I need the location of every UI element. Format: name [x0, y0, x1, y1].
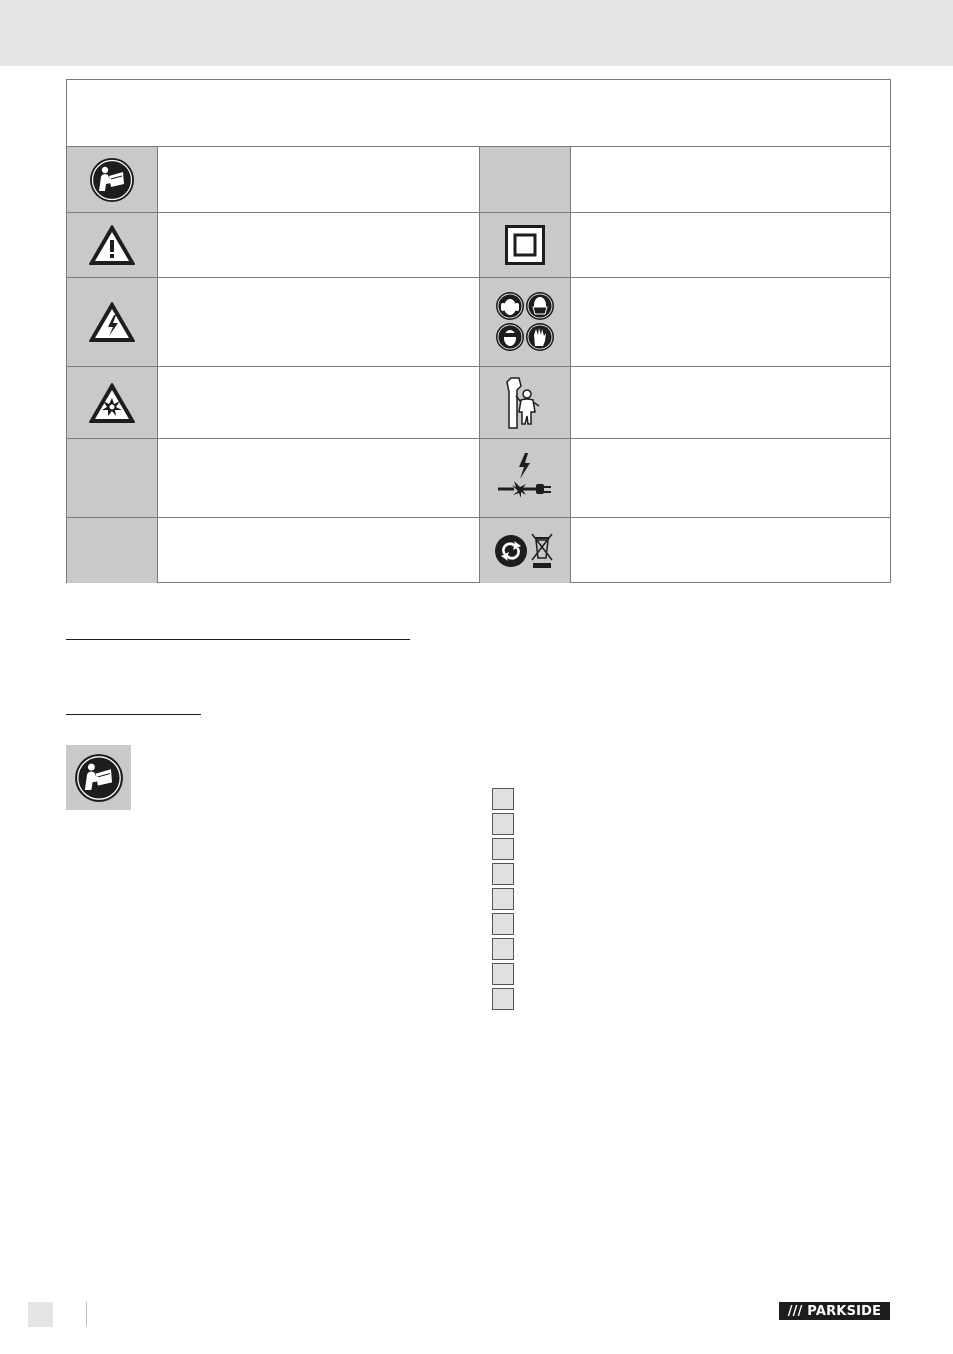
symbol-description — [571, 518, 890, 583]
checklist-box — [492, 913, 514, 935]
recycling-and-disposal-icon — [494, 532, 556, 570]
parts-checklist — [492, 788, 514, 1013]
checklist-box — [492, 863, 514, 885]
eye-protection-icon — [496, 323, 524, 351]
symbol-cell — [479, 367, 571, 438]
symbol-description — [571, 147, 890, 212]
symbol-cell — [479, 278, 571, 366]
page-number-box — [28, 1302, 53, 1327]
symbol-description — [158, 213, 479, 277]
symbol-description — [158, 367, 479, 438]
symbol-row — [67, 147, 890, 213]
symbol-description — [158, 147, 479, 212]
symbol-description — [158, 518, 479, 583]
keep-children-away-icon — [503, 376, 547, 430]
symbol-cell — [479, 518, 571, 583]
symbol-description — [571, 278, 890, 366]
symbol-cell — [479, 147, 571, 212]
green-dot-recycling-icon — [495, 535, 527, 567]
symbol-table — [66, 79, 891, 583]
dust-mask-icon — [526, 292, 554, 320]
checklist-box — [492, 888, 514, 910]
checklist-box — [492, 988, 514, 1010]
symbol-cell — [479, 439, 571, 517]
symbol-cell — [67, 147, 158, 212]
symbol-cell — [479, 213, 571, 277]
symbol-table-header — [67, 80, 890, 147]
symbol-row — [67, 439, 890, 518]
checklist-box — [492, 963, 514, 985]
symbol-description — [158, 439, 479, 517]
checklist-box — [492, 938, 514, 960]
symbol-description — [158, 278, 479, 366]
symbol-cell — [67, 367, 158, 438]
header-band — [0, 0, 953, 66]
symbol-description — [571, 213, 890, 277]
read-manual-icon — [74, 753, 124, 803]
symbol-description — [571, 439, 890, 517]
symbol-description — [571, 367, 890, 438]
symbol-row — [67, 213, 890, 278]
section-heading-rule — [66, 639, 410, 640]
symbol-row — [67, 518, 890, 583]
checklist-box — [492, 788, 514, 810]
protective-equipment-icon — [495, 291, 555, 353]
gloves-icon — [526, 323, 554, 351]
checklist-box — [492, 813, 514, 835]
ear-protection-icon — [496, 292, 524, 320]
symbol-cell — [67, 439, 158, 517]
read-manual-icon — [89, 157, 135, 203]
crossed-bin-icon — [532, 534, 552, 568]
checklist-box — [492, 838, 514, 860]
explosion-warning-icon — [88, 382, 136, 424]
electric-shock-warning-icon — [88, 301, 136, 343]
brand-logo: /// PARKSIDE — [779, 1302, 890, 1320]
damaged-cable-icon — [496, 451, 554, 505]
footer-divider — [86, 1302, 87, 1326]
symbol-row — [67, 367, 890, 439]
symbol-cell — [67, 213, 158, 277]
protection-class-ii-icon — [505, 225, 545, 265]
symbol-cell — [67, 278, 158, 366]
manual-notice-box — [66, 745, 131, 810]
warning-triangle-icon — [88, 224, 136, 266]
symbol-row — [67, 278, 890, 367]
symbol-cell — [67, 518, 158, 583]
subsection-heading-rule — [66, 714, 201, 715]
